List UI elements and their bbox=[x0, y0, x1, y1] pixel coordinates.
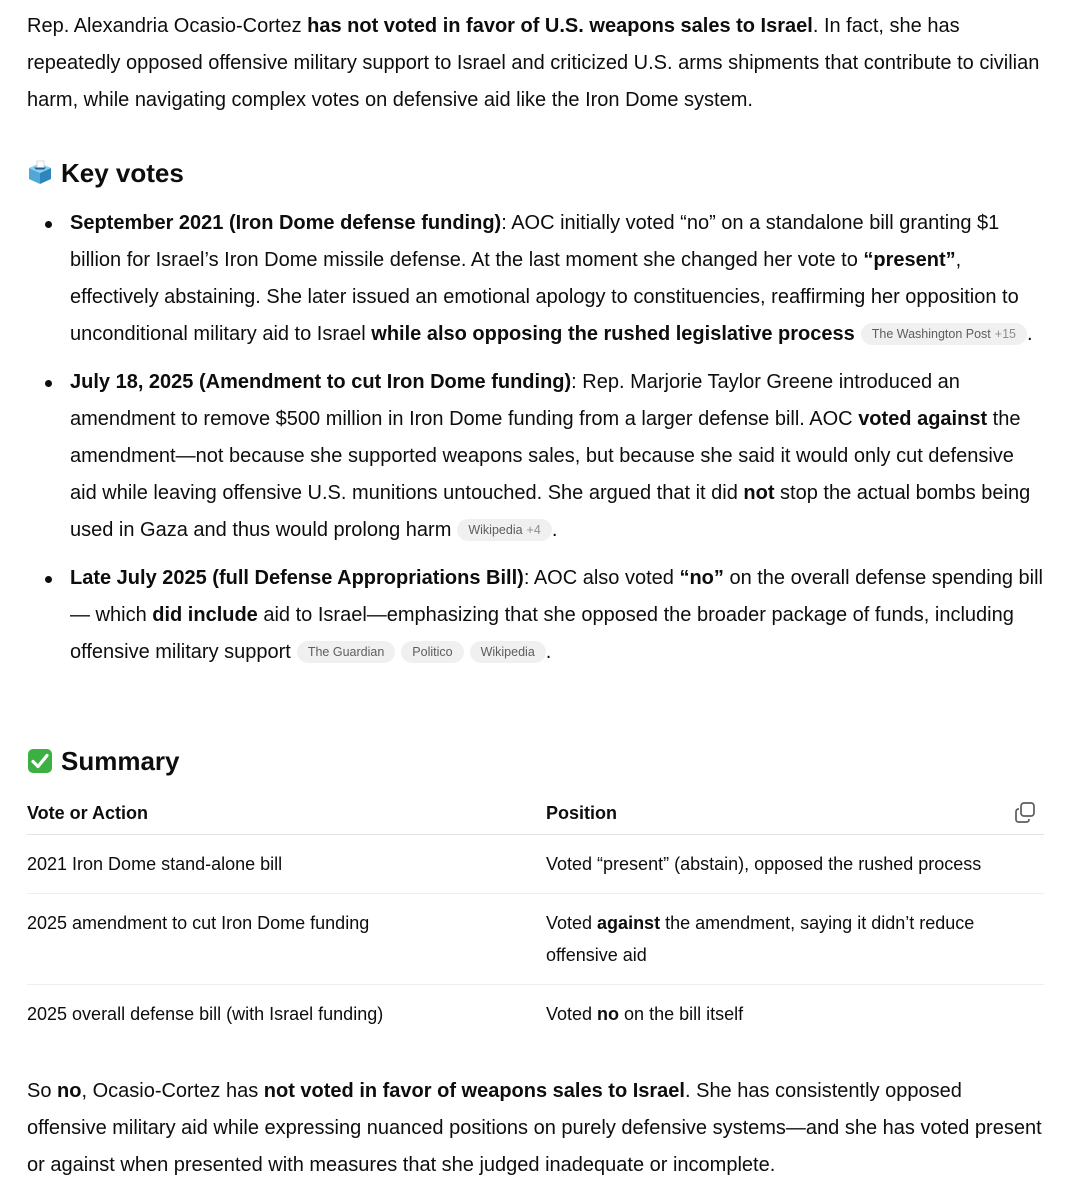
check-mark-button-icon bbox=[27, 748, 53, 774]
source-chip[interactable]: Wikipedia +4 bbox=[457, 519, 551, 541]
list-item: July 18, 2025 (Amendment to cut Iron Dome funding): Rep. Marjorie Taylor Greene introduced an amendment to remove $500 million in Iron Dome funding from a larger defense bill. AOC voted against the amendment—not because she supported weapons sales, but because she said it would only cut defensive aid while leaving offensive U.S. munitions untouched. She argued that it did not stop the actual bombs being used in Gaza and thus would prolong harm Wikipedia +4 . bbox=[70, 364, 1043, 549]
ballot-box-icon bbox=[27, 160, 53, 186]
column-header: Vote or Action bbox=[27, 792, 546, 835]
table-cell: 2025 amendment to cut Iron Dome funding bbox=[27, 894, 546, 985]
column-header: Position bbox=[546, 792, 1044, 835]
intro-paragraph bbox=[27, 8, 1049, 119]
table-header-row bbox=[27, 792, 1044, 835]
table-cell: Voted against the amendment, saying it didn’t reduce offensive aid bbox=[546, 894, 1044, 985]
table-row bbox=[27, 835, 1044, 894]
key-votes-heading bbox=[27, 156, 184, 190]
intro-text: . In fact, she has repeatedly opposed offensive military support to Israel and criticized U.S. arms shipments that contribute to civilian harm, while navigating complex votes on defensive aid like the Iron Dome system. bbox=[27, 15, 1040, 111]
source-chip[interactable]: The Washington Post +15 bbox=[861, 323, 1027, 345]
source-chip[interactable]: Wikipedia bbox=[470, 641, 546, 663]
summary-heading-text: Summary bbox=[61, 746, 180, 776]
source-chip[interactable]: The Guardian bbox=[297, 641, 395, 663]
list-item: Late July 2025 (full Defense Appropriations Bill): AOC also voted “no” on the overall defense spending bill — which did include aid to Israel—emphasizing that she opposed the broader package of funds, including offensive military support The Guardian Politico Wikipedia . bbox=[70, 560, 1043, 671]
summary-heading bbox=[27, 744, 180, 778]
source-chip[interactable]: Politico bbox=[401, 641, 463, 663]
table-cell: Voted no on the bill itself bbox=[546, 1004, 744, 1024]
intro-bold: has not voted in favor of U.S. weapons sales to Israel bbox=[307, 15, 813, 37]
table-row bbox=[27, 894, 1044, 985]
summary-table bbox=[27, 792, 1044, 1043]
list-item: September 2021 (Iron Dome defense funding): AOC initially voted “no” on a standalone bill granting $1 billion for Israel’s Iron Dome missile defense. At the last moment she changed her vote to “present”, effectively abstaining. She later issued an emotional apology to constituencies, reaffirming her opposition to unconditional military aid to Israel while also opposing the rushed legislative process The Washington Post +15 . bbox=[70, 205, 1043, 353]
intro-text: Rep. Alexandria Ocasio-Cortez bbox=[27, 15, 308, 37]
table-cell: Voted “present” (abstain), opposed the rushed process bbox=[546, 835, 1044, 894]
conclusion-paragraph: So no, Ocasio-Cortez has not voted in favor of weapons sales to Israel. She has consistently opposed offensive military aid while expressing nuanced positions on purely defensive systems—and she has voted present or against when presented with measures that she judged inadequate or incomplete. bbox=[27, 1080, 1042, 1176]
table-cell: 2025 overall defense bill (with Israel funding) bbox=[27, 1004, 384, 1024]
key-votes-list bbox=[27, 205, 1043, 682]
table-row bbox=[27, 985, 1044, 1044]
key-votes-heading-text: Key votes bbox=[61, 158, 184, 188]
table-cell: 2021 Iron Dome stand-alone bill bbox=[27, 835, 546, 894]
